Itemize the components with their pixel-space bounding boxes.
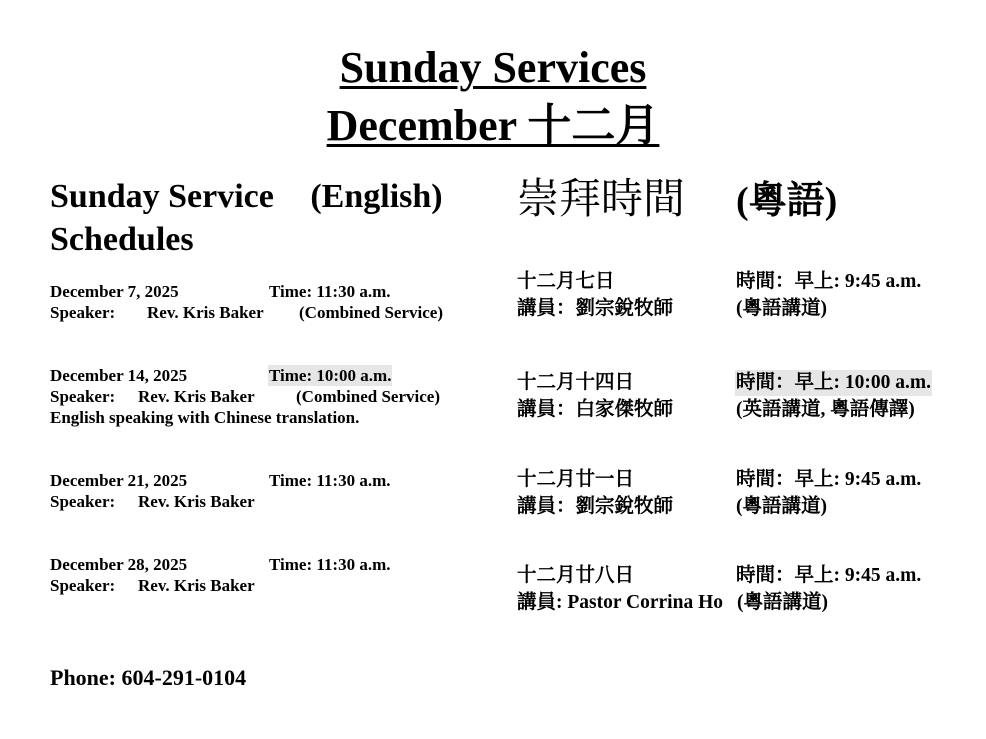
english-heading-part2: (English) [310,178,443,215]
zh-service-4-date: 十二月廿八日 [517,565,635,586]
zh-service-4-time: 時間：早上: 9:45 a.m. [736,565,922,586]
zh-service-1-note: (粵語講道) [736,298,827,319]
chinese-heading: 崇拜時間 [517,177,686,223]
zh-service-3-note: (粵語講道) [736,496,827,517]
en-service-1-time: Time: 11:30 a.m. [269,282,391,301]
english-heading-part1: Sunday Service [50,178,274,215]
zh-service-2-note: (英語講道, 粵語傳譯) [736,399,915,420]
en-service-2-speaker: Rev. Kris Baker [138,387,255,406]
en-service-2-extra: English speaking with Chinese translation. [50,408,360,427]
phone-number: Phone: 604-291-0104 [50,665,247,690]
en-service-2-date: December 14, 2025 [50,366,188,385]
english-heading [50,175,443,218]
en-service-1-speaker-label: Speaker: [50,303,116,322]
zh-service-1-time: 時間：早上: 9:45 a.m. [736,271,922,292]
zh-service-2-speaker: 講員：白家傑牧師 [517,399,674,420]
en-service-1-note: (Combined Service) [299,303,444,322]
en-service-3-speaker-label: Speaker: [50,492,116,511]
zh-service-3-time: 時間：早上: 9:45 a.m. [736,469,922,490]
english-heading-schedules: Schedules [50,221,194,258]
zh-service-4-note: (粵語講道) [737,592,828,613]
zh-service-4-speaker: 講員: Pastor Corrina Ho [517,592,723,613]
zh-service-2-time: 時間：早上: 10:00 a.m. [735,370,932,396]
en-service-3-time: Time: 11:30 a.m. [269,471,391,490]
zh-service-2-date: 十二月十四日 [517,372,635,393]
en-service-4-time: Time: 11:30 a.m. [269,555,391,574]
title-line-2: December 十二月 [326,101,660,150]
zh-service-3-date: 十二月廿一日 [517,469,635,490]
zh-service-3-speaker: 講員：劉宗銳牧師 [517,496,674,517]
page-subtitle [0,101,986,150]
chinese-heading-lang: (粵語) [736,180,838,222]
page-title [0,43,986,92]
en-service-1-speaker: Rev. Kris Baker [147,303,264,322]
zh-service-1-speaker: 講員：劉宗銳牧師 [517,298,674,319]
en-service-4-speaker: Rev. Kris Baker [138,576,255,595]
en-service-4-speaker-label: Speaker: [50,576,116,595]
en-service-3-date: December 21, 2025 [50,471,188,490]
zh-service-1-date: 十二月七日 [517,271,615,292]
en-service-2-note: (Combined Service) [296,387,441,406]
en-service-1-date: December 7, 2025 [50,282,179,301]
en-service-2-speaker-label: Speaker: [50,387,116,406]
en-service-2-time: Time: 10:00 a.m. [269,366,392,385]
en-service-3-speaker: Rev. Kris Baker [138,492,255,511]
en-service-4-date: December 28, 2025 [50,555,188,574]
title-line-1: Sunday Services [339,43,647,92]
